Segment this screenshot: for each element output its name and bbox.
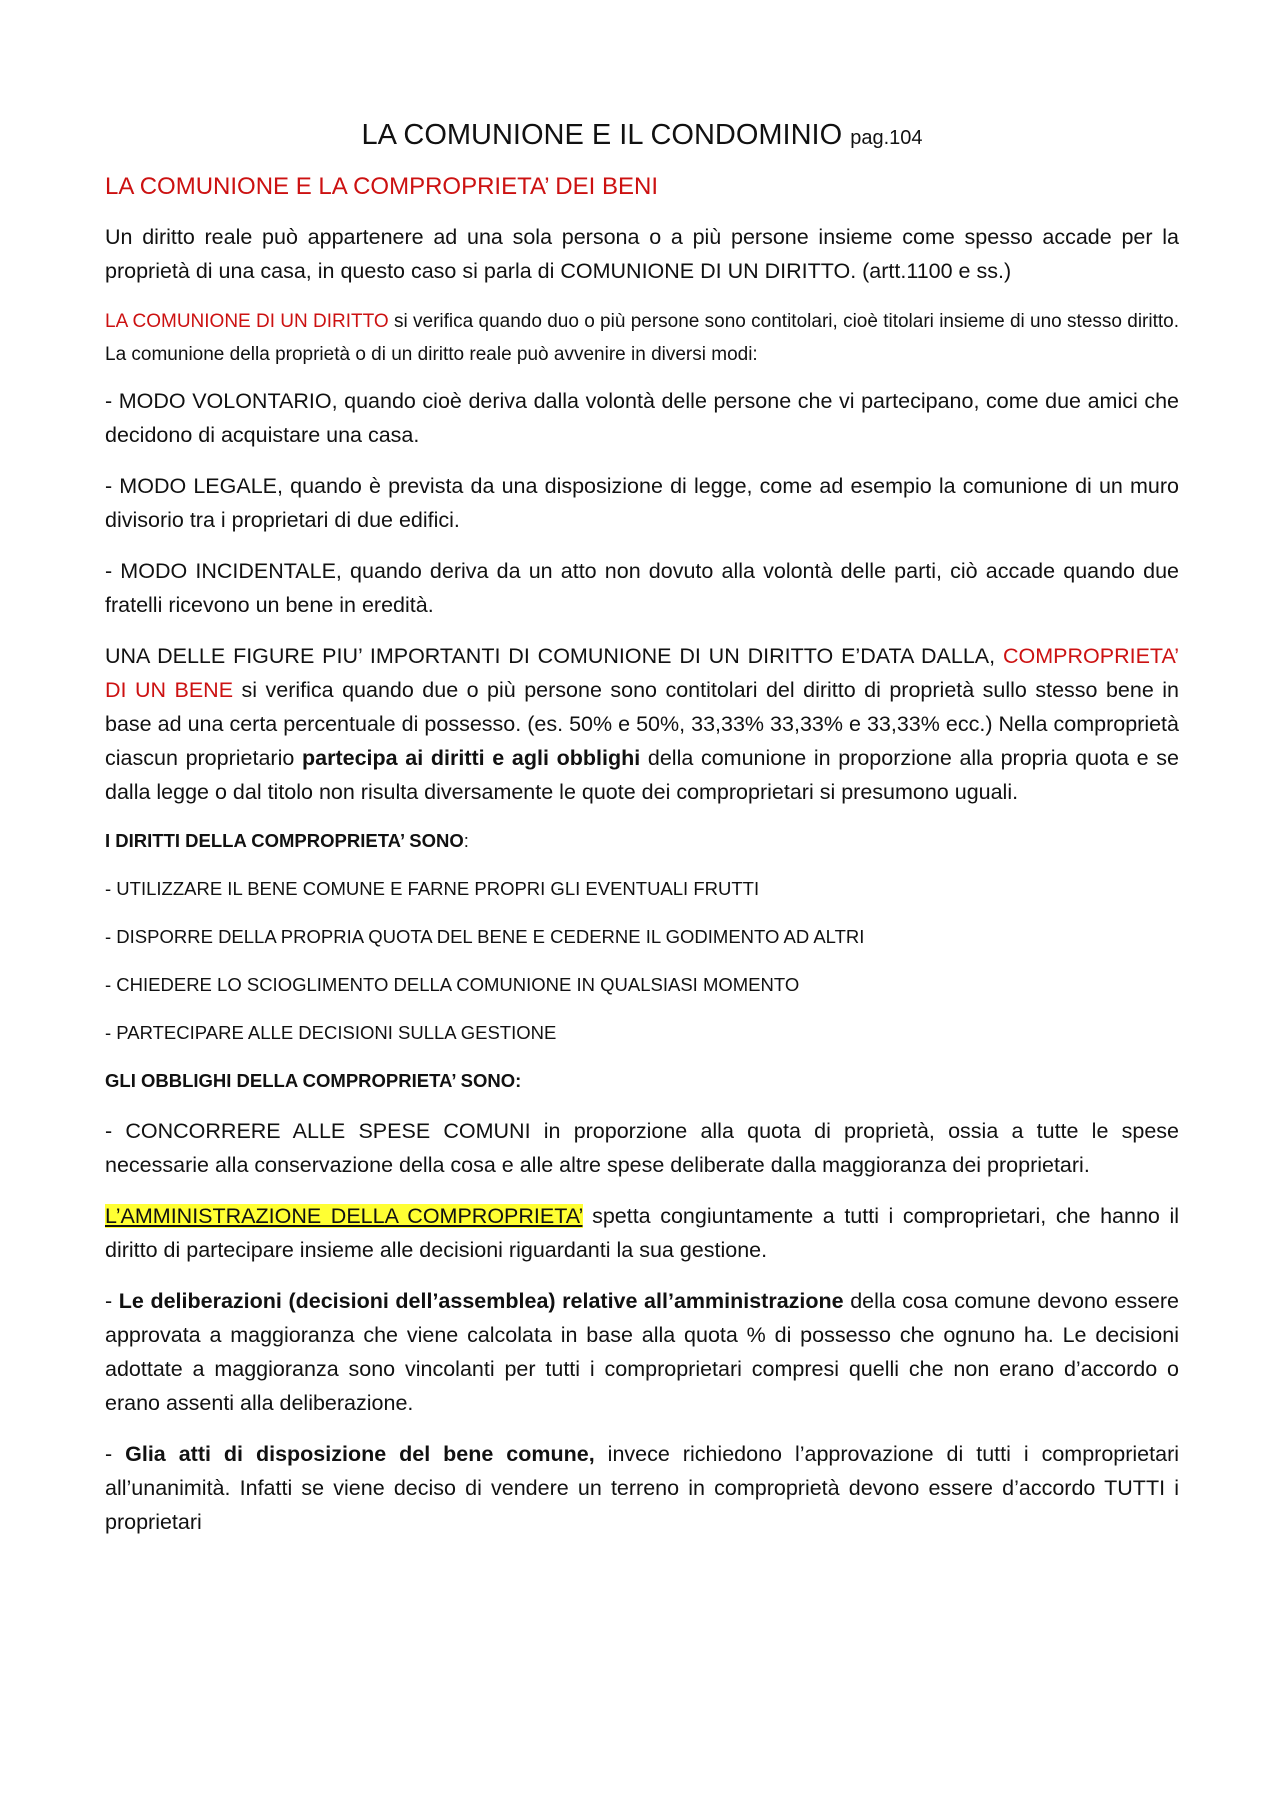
list-item: - PARTECIPARE ALLE DECISIONI SULLA GESTIONE <box>105 1021 557 1043</box>
rights-heading <box>105 826 1179 856</box>
list-item: - UTILIZZARE IL BENE COMUNE E FARNE PROPRI GLI EVENTUALI FRUTTI <box>105 877 760 899</box>
paragraph-duty-spese: - CONCORRERE ALLE SPESE COMUNI in proporzione alla quota di proprietà, ossia a tutte le spese necessarie alla conservazione della cosa e alle altre spese deliberate dalla maggioranza dei proprietari. <box>105 1118 1179 1177</box>
paragraph-modo-legale: - MODO LEGALE, quando è prevista da una disposizione di legge, come ad esempio la comunione di un muro divisorio tra i proprietari di due edifici. <box>105 473 1179 532</box>
comproprieta-intro: UNA DELLE FIGURE PIU’ IMPORTANTI DI COMUNIONE DI UN DIRITTO E’DATA DALLA, <box>105 643 1003 668</box>
rights-heading-text: I DIRITTI DELLA COMPROPRIETA’ SONO <box>105 829 464 851</box>
deliberazioni-text: della cosa comune devono essere approvata a maggioranza che viene calcolata in base alla quota % di possesso che ognuno ha. Le decisioni adottate a maggioranza sono vincolanti per tutti i comproprietari compresi quelli che non erano d’accordo o erano assenti alla deliberazione. <box>105 1288 1180 1415</box>
paragraph-modo-volontario: - MODO VOLONTARIO, quando cioè deriva dalla volontà delle persone che vi partecipano, come due amici che decidono di acquistare una casa. <box>105 388 1179 447</box>
disposizione-bold: Glia atti di disposizione del bene comune, <box>125 1441 595 1466</box>
list-item: - DISPORRE DELLA PROPRIA QUOTA DEL BENE E CEDERNE IL GODIMENTO AD ALTRI <box>105 925 865 947</box>
title-text: LA COMUNIONE E IL CONDOMINIO <box>361 119 843 151</box>
section-title: LA COMUNIONE E LA COMPROPRIETA’ DEI BENI <box>105 172 658 200</box>
definition-text: si verifica quando duo o più persone sono contitolari, cioè titolari insieme di uno stesso diritto. La comunione della proprietà o di un diritto reale può avvenire in diversi modi: <box>105 310 1179 365</box>
deliberazioni-bold: Le deliberazioni (decisioni dell’assemblea) relative all’amministrazione <box>118 1288 844 1313</box>
comproprieta-text: si verifica quando due o più persone sono contitolari del diritto di proprietà sullo stesso bene in base ad una certa percentuale di possesso. (es. 50% e 50%, 33,33% 33,33% e 33,33% ecc.) Nella comproprietà ciascun proprietario <box>105 677 1179 770</box>
paragraph-amministrazione <box>105 1199 1179 1267</box>
term-amministrazione: L’AMMINISTRAZIONE DELLA COMPROPRIETA’ <box>105 1203 583 1228</box>
comproprieta-bold: partecipa ai diritti e agli obblighi <box>302 745 641 770</box>
deliberazioni-dash: - <box>105 1288 119 1313</box>
disposizione-text: invece richiedono l’approvazione di tutti i comproprietari all’unanimità. Infatti se viene deciso di vendere un terreno in comproprietà devono essere d’accordo TUTTI i proprietari <box>105 1441 1179 1534</box>
term-comproprieta: COMPROPRIETA’ DI UN BENE <box>105 643 1179 702</box>
rights-heading-colon: : <box>463 829 469 851</box>
paragraph-intro: Un diritto reale può appartenere ad una sola persona o a più persone insieme come spesso accade per la proprietà di una casa, in questo caso si parla di COMUNIONE DI UN DIRITTO. (artt.1100 e ss.) <box>105 224 1179 283</box>
amministrazione-text: spetta congiuntamente a tutti i comproprietari, che hanno il diritto di partecipare insieme alle decisioni riguardanti la sua gestione. <box>105 1203 1179 1262</box>
list-item: - CHIEDERE LO SCIOGLIMENTO DELLA COMUNIONE IN QUALSIASI MOMENTO <box>105 973 800 995</box>
paragraph-comunione-definition <box>105 305 1179 371</box>
document-page <box>105 118 1179 1556</box>
page-reference: pag.104 <box>850 127 923 149</box>
disposizione-dash: - <box>105 1441 126 1466</box>
paragraph-deliberazioni <box>105 1284 1179 1420</box>
paragraph-comproprieta <box>105 639 1179 809</box>
paragraph-modo-incidentale: - MODO INCIDENTALE, quando deriva da un atto non dovuto alla volontà delle parti, ciò accade quando due fratelli ricevono un bene in eredità. <box>105 558 1179 617</box>
comproprieta-end: della comunione in proporzione alla propria quota e se dalla legge o dal titolo non risulta diversamente le quote dei comproprietari si presumono uguali. <box>105 745 1179 804</box>
term-comunione: LA COMUNIONE DI UN DIRITTO <box>105 310 389 332</box>
page-title <box>105 118 1179 153</box>
paragraph-atti-disposizione <box>105 1437 1179 1539</box>
duties-heading-text: GLI OBBLIGHI DELLA COMPROPRIETA’ SONO: <box>105 1069 522 1091</box>
duties-heading <box>105 1066 1179 1096</box>
